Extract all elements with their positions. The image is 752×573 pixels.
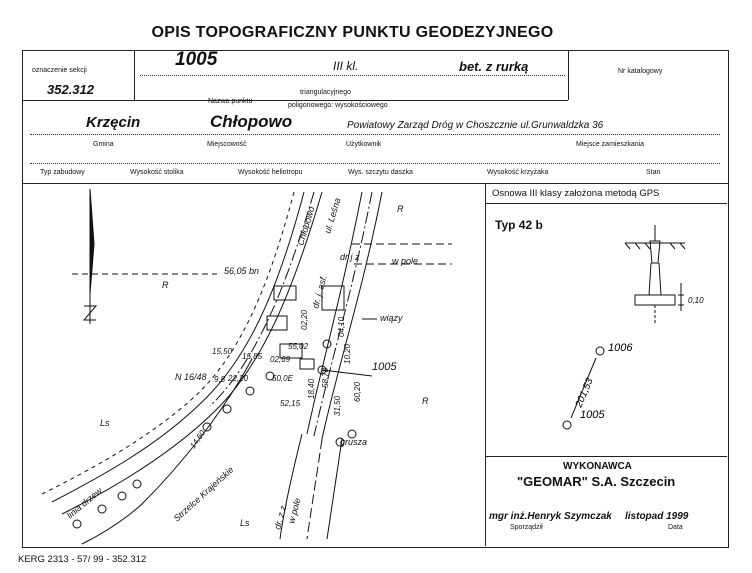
gmina-label: Gmina xyxy=(93,141,114,148)
measure: 10,20 xyxy=(343,343,352,364)
company-name: "GEOMAR" S.A. Szczecin xyxy=(517,474,676,489)
measure: 22,20 xyxy=(228,374,249,383)
label-wpole2: w pole xyxy=(286,496,303,525)
gmina-value: Krzęcin xyxy=(86,114,141,131)
label-wys-daszka: Wys. szczytu daszka xyxy=(348,169,413,176)
pt-1005: 1005 xyxy=(580,409,605,421)
measure: 9,8 xyxy=(214,375,226,384)
divider xyxy=(568,50,569,100)
distance-label: 201,53 xyxy=(573,376,596,410)
dim-label: 0,10 xyxy=(688,296,704,305)
label-drjasf: dr. j. asf. xyxy=(310,273,329,310)
measure: 14,60 xyxy=(188,428,208,451)
section-value: 352.312 xyxy=(47,82,94,97)
label-wys-stolika: Wysokość stolika xyxy=(130,169,184,176)
label-ls-bottom: Ls xyxy=(240,518,250,528)
miejsce-label: Miejsce zamieszkania xyxy=(576,141,645,148)
measure: 52,15 xyxy=(280,399,301,408)
divider xyxy=(485,456,727,457)
miejscowosc-label: Miejscowość xyxy=(207,141,247,148)
dotted-line xyxy=(140,75,565,76)
data-label: Data xyxy=(668,524,683,531)
label-n1648: N 16/48 xyxy=(175,372,207,382)
measure: 60,20 xyxy=(353,381,362,402)
measure: 18,40 xyxy=(307,378,316,399)
point-marking: bet. z rurką xyxy=(459,59,529,74)
miejscowosc-value: Chłopowo xyxy=(210,112,293,131)
label-wys-heliotropu: Wysokość heliotropu xyxy=(238,169,303,176)
label-drjz: dr j z xyxy=(340,252,360,262)
footer-code: KERG 2313 - 57/ 99 - 352.312 xyxy=(18,554,147,565)
measure: 50,0E xyxy=(272,374,293,383)
label-point-1005: 1005 xyxy=(372,361,397,373)
measure: 15,50 xyxy=(212,347,233,356)
dotted-line xyxy=(30,134,720,135)
label-r-left: R xyxy=(162,280,169,290)
type-option-2: poligonowego: wysokościowego xyxy=(288,102,388,109)
point-class: III kl. xyxy=(333,59,359,73)
measure: 55,02 xyxy=(288,342,309,351)
label-ls-left: Ls xyxy=(100,418,110,428)
sporzadzil-label: Sporządził xyxy=(510,524,543,531)
measure: 02,20 xyxy=(300,309,309,330)
label-bn: 56,05 bn xyxy=(224,266,260,276)
date: listopad 1999 xyxy=(625,511,689,522)
author: mgr inż.Henryk Szymczak xyxy=(489,511,612,522)
label-strzelce: Strzelce Krajeńskie xyxy=(171,464,236,524)
uzytkownik-label: Użytkownik xyxy=(346,141,382,148)
catalog-label: Nr katalogowy xyxy=(618,68,663,75)
label-r-right: R xyxy=(422,396,429,406)
label-stan: Stan xyxy=(646,169,661,176)
gps-note: Osnowa III klasy założona metodą GPS xyxy=(492,188,660,199)
measure: 04,10 xyxy=(337,316,346,337)
label-grusza: grusza xyxy=(340,437,368,447)
label-lesna: ul. Leśna xyxy=(322,196,343,235)
measure: 15,85 xyxy=(242,352,263,361)
typ-label: Typ 42 b xyxy=(495,218,543,232)
label-chlopowo: Chłopowo xyxy=(295,205,317,247)
benchmark-diagram xyxy=(485,203,727,456)
measure: 58,78 xyxy=(321,367,330,388)
uzytkownik-value: Powiatowy Zarząd Dróg w Choszcznie ul.Grunwaldzka 36 xyxy=(347,120,604,131)
page-title: OPIS TOPOGRAFICZNY PUNKTU GEODEZYJNEGO xyxy=(151,24,554,41)
label-drzz: dr. z.z. xyxy=(272,502,289,531)
type-option-1: triangulacyjnego xyxy=(300,89,351,96)
measure: 02,69 xyxy=(270,355,291,364)
point-number: 1005 xyxy=(175,49,218,70)
divider xyxy=(22,100,568,101)
name-label: Nazwa punktu xyxy=(208,98,253,105)
label-linia-drzew: linia drzew xyxy=(64,485,104,521)
dotted-line xyxy=(30,163,720,164)
sketch-map xyxy=(22,184,485,546)
label-wiazy: wiązy xyxy=(380,313,403,323)
measure: 31,50 xyxy=(333,395,342,416)
pt-1006: 1006 xyxy=(608,342,633,354)
label-wys-krzyzaka: Wysokość krzyżaka xyxy=(487,169,549,176)
label-typ-zabudowy: Typ zabudowy xyxy=(40,169,85,176)
label-r-top: R xyxy=(397,204,404,214)
label-wpole: w pole xyxy=(392,256,419,266)
wykonawca-label: WYKONAWCA xyxy=(563,461,632,472)
section-label: oznaczenie sekcji xyxy=(32,67,87,74)
